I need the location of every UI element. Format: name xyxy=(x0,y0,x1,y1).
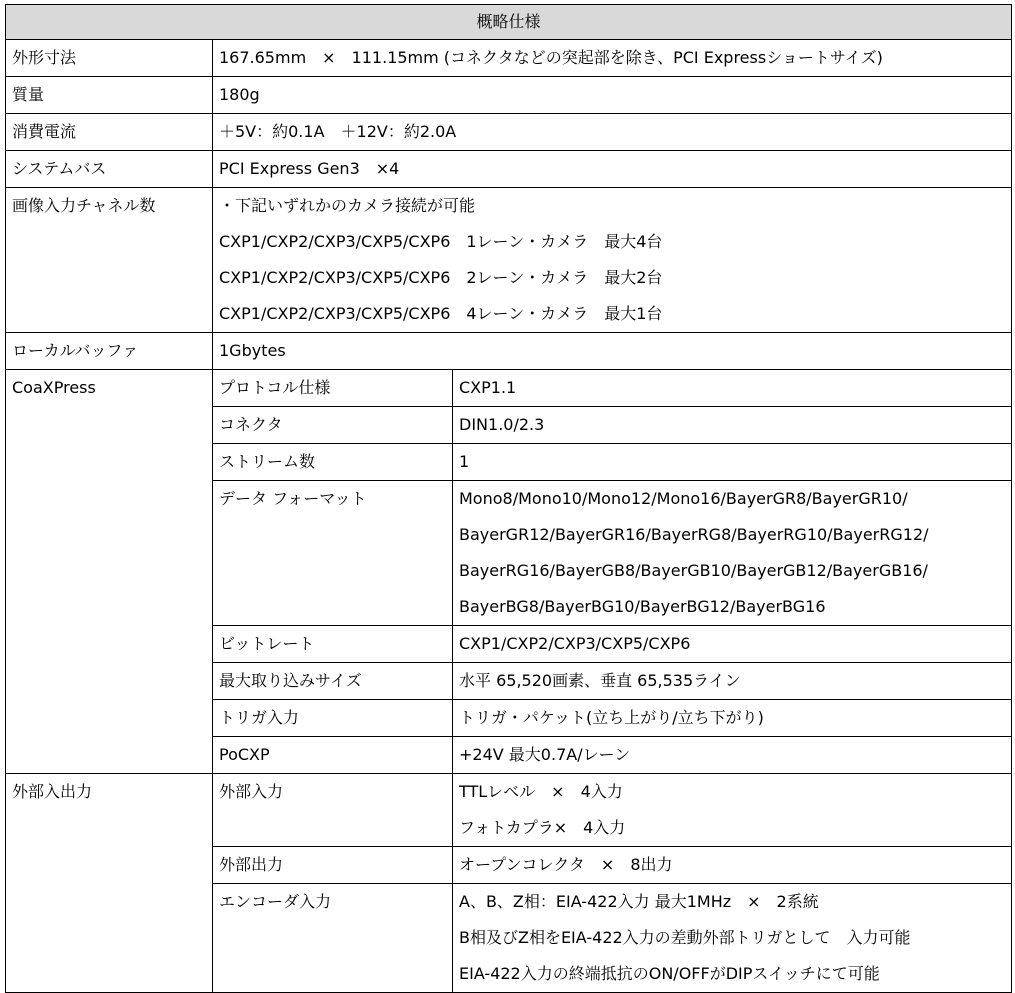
sub-label-streams: ストリーム数 xyxy=(213,444,453,481)
table-row xyxy=(6,77,1012,114)
sub-value-data-format xyxy=(453,481,1012,626)
ext-input-line: TTLレベル × 4入力 xyxy=(459,782,623,801)
table-row xyxy=(6,188,1012,333)
table-row xyxy=(6,40,1012,77)
sub-value-protocol: CXP1.1 xyxy=(453,370,1012,407)
encoder-line: B相及びZ相をEIA-422入力の差動外部トリガとして 入力可能 xyxy=(459,928,911,947)
encoder-line: EIA-422入力の終端抵抗のON/OFFがDIPスイッチにて可能 xyxy=(459,964,880,983)
row-value-system-bus: PCI Express Gen3 ×4 xyxy=(213,151,1012,188)
row-value-mass: 180g xyxy=(213,77,1012,114)
sub-value-pocxp: +24V 最大0.7A/レーン xyxy=(453,737,1012,774)
sub-value-trigger: トリガ・パケット(立ち上がり/立ち下がり) xyxy=(453,700,1012,737)
sub-label-ext-output: 外部出力 xyxy=(213,847,453,884)
ext-input-line: フォトカプラ× 4入力 xyxy=(459,818,626,837)
table-row xyxy=(6,151,1012,188)
spec-table xyxy=(5,4,1012,993)
sub-label-bitrate: ビットレート xyxy=(213,626,453,663)
row-label-external-io: 外部入出力 xyxy=(6,774,213,993)
row-label-image-input: 画像入力チャネル数 xyxy=(6,188,213,333)
sub-value-streams: 1 xyxy=(453,444,1012,481)
sub-label-encoder: エンコーダ入力 xyxy=(213,884,453,993)
sub-value-ext-input xyxy=(453,774,1012,847)
row-value-local-buffer: 1Gbytes xyxy=(213,333,1012,370)
sub-label-data-format: データ フォーマット xyxy=(213,481,453,626)
table-row xyxy=(6,114,1012,151)
table-title: 概略仕様 xyxy=(6,5,1012,40)
table-row xyxy=(6,774,1012,847)
data-format-line: Mono8/Mono10/Mono12/Mono16/BayerGR8/BayerGR10/ xyxy=(459,489,908,508)
row-value-current: ＋5V：約0.1A ＋12V：約2.0A xyxy=(213,114,1012,151)
image-input-line: CXP1/CXP2/CXP3/CXP5/CXP6 2レーン・カメラ 最大2台 xyxy=(219,268,663,287)
data-format-line: BayerRG16/BayerGB8/BayerGB10/BayerGB12/BayerGB16/ xyxy=(459,561,928,580)
sub-label-protocol: プロトコル仕様 xyxy=(213,370,453,407)
sub-label-ext-input: 外部入力 xyxy=(213,774,453,847)
sub-value-ext-output: オープンコレクタ × 8出力 xyxy=(453,847,1012,884)
table-row xyxy=(6,333,1012,370)
image-input-line: CXP1/CXP2/CXP3/CXP5/CXP6 4レーン・カメラ 最大1台 xyxy=(219,304,663,323)
table-title-row xyxy=(6,5,1012,40)
sub-value-bitrate: CXP1/CXP2/CXP3/CXP5/CXP6 xyxy=(453,626,1012,663)
sub-value-encoder xyxy=(453,884,1012,993)
row-label-dimensions: 外形寸法 xyxy=(6,40,213,77)
row-label-system-bus: システムバス xyxy=(6,151,213,188)
row-value-image-input xyxy=(213,188,1012,333)
row-label-coaxpress: CoaXPress xyxy=(6,370,213,774)
sub-label-trigger: トリガ入力 xyxy=(213,700,453,737)
sub-label-max-size: 最大取り込みサイズ xyxy=(213,663,453,700)
row-value-dimensions: 167.65mm × 111.15mm (コネクタなどの突起部を除き、PCI Expressショートサイズ) xyxy=(213,40,1012,77)
row-label-current: 消費電流 xyxy=(6,114,213,151)
data-format-line: BayerBG8/BayerBG10/BayerBG12/BayerBG16 xyxy=(459,597,826,616)
row-label-mass: 質量 xyxy=(6,77,213,114)
sub-label-pocxp: PoCXP xyxy=(213,737,453,774)
encoder-line: A、B、Z相：EIA-422入力 最大1MHz × 2系統 xyxy=(459,892,819,911)
image-input-line: CXP1/CXP2/CXP3/CXP5/CXP6 1レーン・カメラ 最大4台 xyxy=(219,232,663,251)
sub-value-connector: DIN1.0/2.3 xyxy=(453,407,1012,444)
data-format-line: BayerGR12/BayerGR16/BayerRG8/BayerRG10/BayerRG12/ xyxy=(459,525,929,544)
image-input-line: ・下記いずれかのカメラ接続が可能 xyxy=(219,196,476,215)
sub-label-connector: コネクタ xyxy=(213,407,453,444)
table-row xyxy=(6,370,1012,407)
row-label-local-buffer: ローカルバッファ xyxy=(6,333,213,370)
sub-value-max-size: 水平 65,520画素、垂直 65,535ライン xyxy=(453,663,1012,700)
